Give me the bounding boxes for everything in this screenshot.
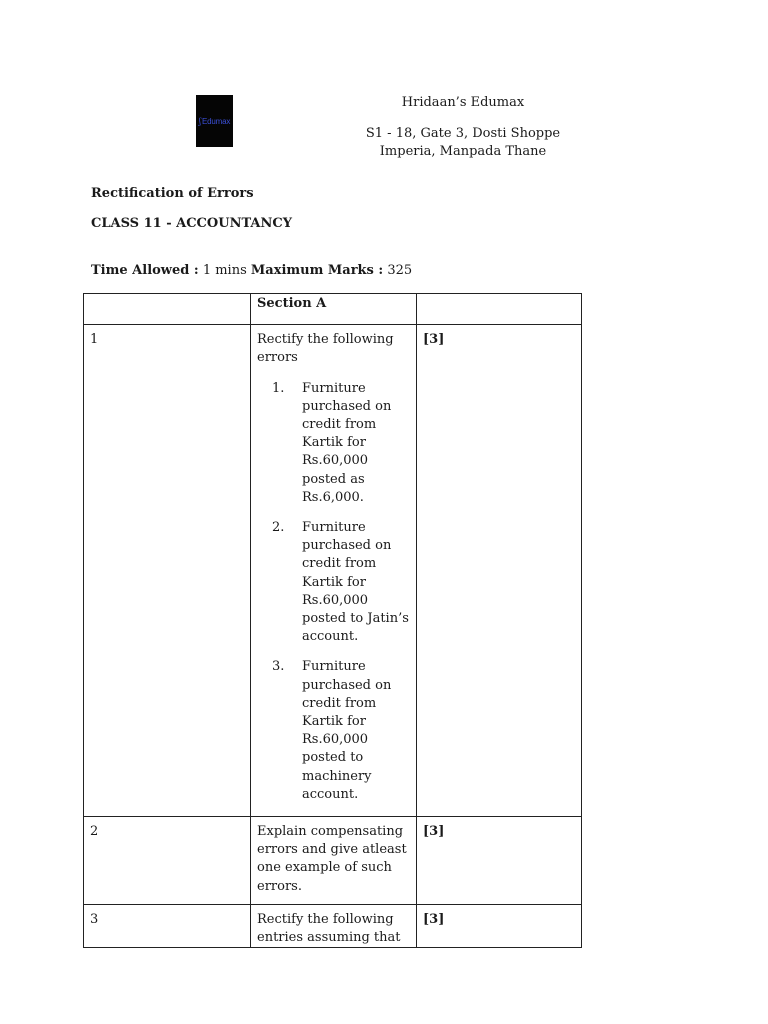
question-marks: [3] xyxy=(417,817,582,905)
question-text xyxy=(251,325,417,817)
list-item-text: Furniture purchased on credit from Kartik for Rs.60,000 posted to machinery account. xyxy=(302,659,392,802)
exam-meta xyxy=(91,263,412,278)
header-cell-blank xyxy=(417,294,582,325)
question-table xyxy=(83,293,582,948)
list-item-number: 1. xyxy=(272,380,285,396)
logo-mark-icon: ʃ xyxy=(198,116,201,126)
org-name: Hridaan’s Edumax xyxy=(401,95,525,110)
question-text: Explain compensating errors and give atleast one example of such errors. xyxy=(251,817,417,905)
question-text: Rectify the following entries assuming that xyxy=(251,904,417,947)
question-number: 2 xyxy=(84,817,251,905)
question-number: 3 xyxy=(84,904,251,947)
table-row xyxy=(84,904,582,947)
list-item xyxy=(257,519,409,646)
max-marks-label: Maximum Marks : xyxy=(250,263,384,278)
header-cell-blank xyxy=(84,294,251,325)
org-address xyxy=(346,125,580,161)
list-item-text: Furniture purchased on credit from Kartik for Rs.60,000 posted as Rs.6,000. xyxy=(302,380,392,505)
logo-text: Edumax xyxy=(202,116,231,126)
table-row xyxy=(84,325,582,817)
table-header-row xyxy=(84,294,582,325)
edumax-logo xyxy=(196,95,233,147)
list-item-number: 3. xyxy=(272,659,285,675)
time-allowed-label: Time Allowed : xyxy=(91,263,199,278)
table-row xyxy=(84,817,582,905)
question-number: 1 xyxy=(84,325,251,817)
list-item xyxy=(257,658,409,804)
address-line-1: S1 - 18, Gate 3, Dosti Shoppe xyxy=(365,126,561,141)
question-marks: [3] xyxy=(417,325,582,817)
section-heading: Section A xyxy=(251,294,417,325)
question-marks: [3] xyxy=(417,904,582,947)
list-item-text: Furniture purchased on credit from Kartik for Rs.60,000 posted to Jatin’s account. xyxy=(302,520,409,645)
address-line-2: Imperia, Manpada Thane xyxy=(379,144,547,159)
document-title: Rectification of Errors xyxy=(91,186,254,201)
sub-question-list xyxy=(257,380,409,804)
class-subject: CLASS 11 - ACCOUNTANCY xyxy=(91,216,293,231)
time-allowed-value: 1 mins xyxy=(198,263,251,278)
question-prompt: Rectify the following errors xyxy=(257,332,394,366)
max-marks-value: 325 xyxy=(383,263,413,278)
list-item-number: 2. xyxy=(272,520,285,536)
list-item xyxy=(257,380,409,507)
